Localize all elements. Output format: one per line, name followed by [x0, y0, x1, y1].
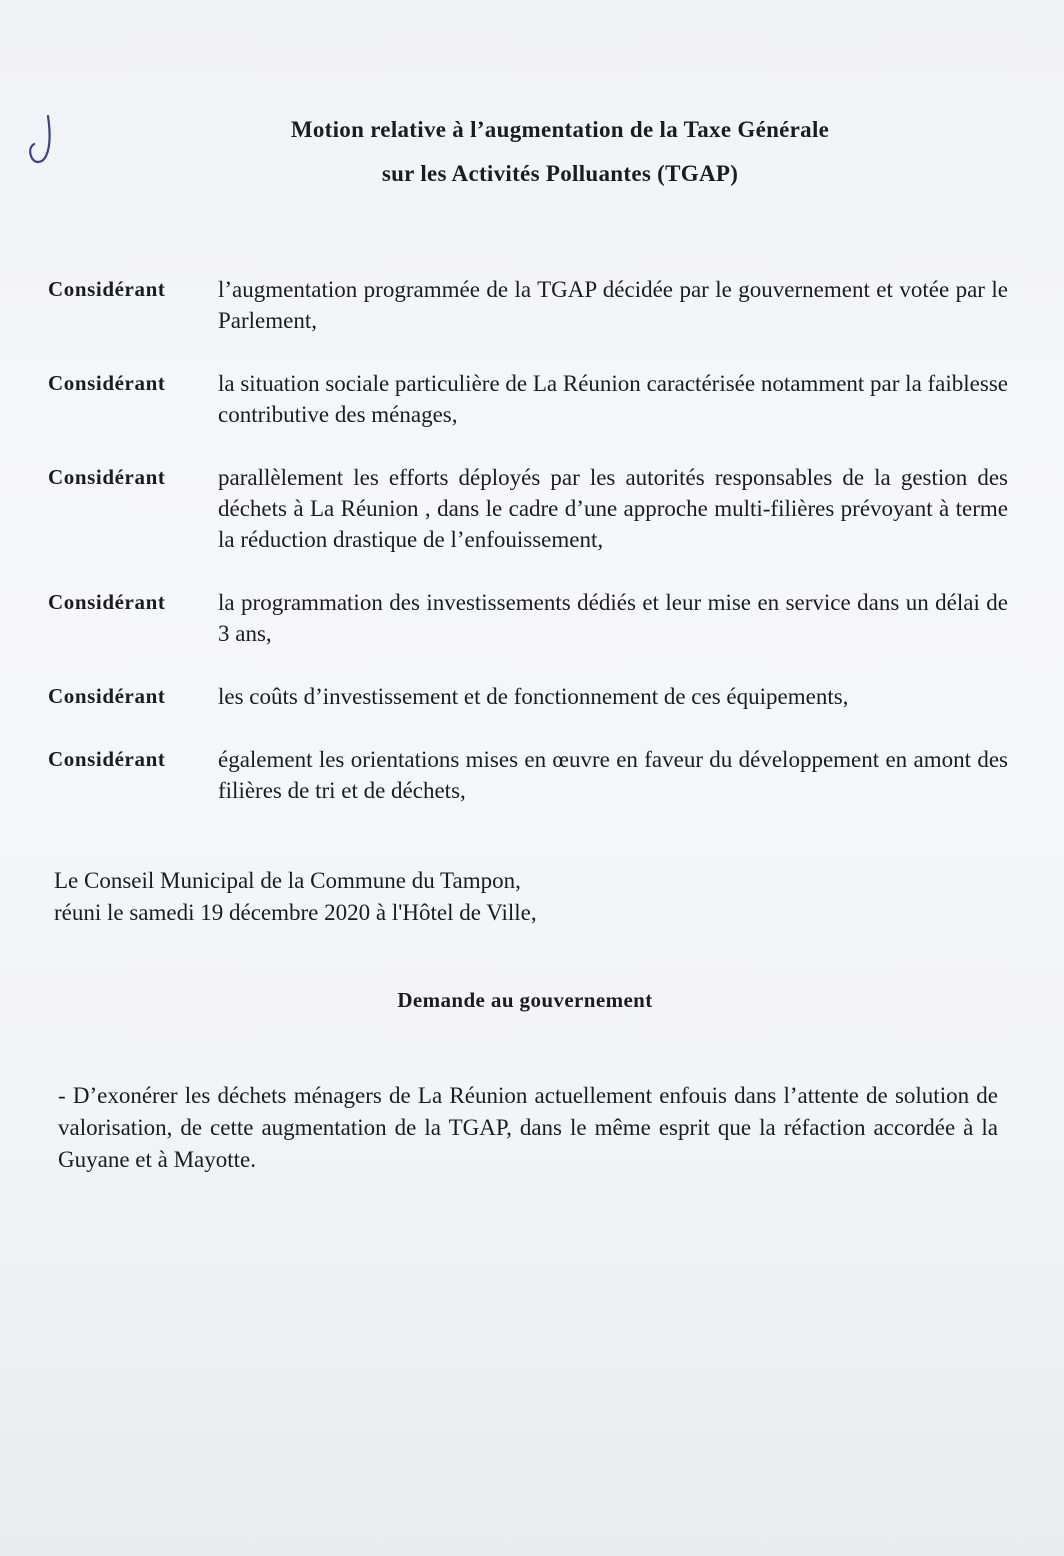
- considerant-item: [48, 368, 1008, 430]
- demande-heading: Demande au gouvernement: [397, 988, 653, 1012]
- conseil-line-1: Le Conseil Municipal de la Commune du Tampon,: [54, 868, 521, 893]
- considerant-item: [48, 681, 1008, 712]
- considerant-item: [48, 274, 1008, 336]
- title-line-2: sur les Activités Polluantes (TGAP): [381, 161, 739, 186]
- demande-text: - D’exonérer les déchets ménagers de La Réunion actuellement enfouis dans l’attente de solution de valorisation, de cette augmentation de la TGAP, dans le même esprit que la réfaction accordée à la Guyane et à Mayotte.: [58, 1083, 998, 1172]
- considerant-text: également les orientations mises en œuvre en faveur du développement en amont des filières de tri et de déchets,: [218, 747, 1008, 803]
- considerant-label: Considérant: [48, 590, 166, 614]
- motion-title: [140, 108, 980, 196]
- considerant-text: parallèlement les efforts déployés par les autorités responsables de la gestion des déchets à La Réunion , dans le cadre d’une approche multi-filières prévoyant à terme la réduction drastique de l’enfouissement,: [218, 465, 1008, 552]
- considerant-text: les coûts d’investissement et de fonctionnement de ces équipements,: [218, 684, 849, 709]
- conseil-line-2: réuni le samedi 19 décembre 2020 à l'Hôtel de Ville,: [54, 900, 537, 925]
- considerant-item: [48, 587, 1008, 649]
- considerants-list: [48, 274, 1008, 838]
- considerant-text: la programmation des investissements dédiés et leur mise en service dans un délai de 3 ans,: [218, 590, 1008, 646]
- handwritten-mark: [26, 112, 56, 168]
- considerant-label: Considérant: [48, 371, 166, 395]
- considerant-item: [48, 744, 1008, 806]
- conseil-statement: [54, 865, 754, 929]
- considerant-label: Considérant: [48, 277, 166, 301]
- considerant-text: l’augmentation programmée de la TGAP décidée par le gouvernement et votée par le Parlement,: [218, 277, 1008, 333]
- considerant-item: [48, 462, 1008, 555]
- considerant-label: Considérant: [48, 465, 166, 489]
- considerant-text: la situation sociale particulière de La Réunion caractérisée notamment par la faiblesse contributive des ménages,: [218, 371, 1008, 427]
- considerant-label: Considérant: [48, 747, 166, 771]
- title-line-1: Motion relative à l’augmentation de la Taxe Générale: [290, 117, 830, 142]
- considerant-label: Considérant: [48, 684, 166, 708]
